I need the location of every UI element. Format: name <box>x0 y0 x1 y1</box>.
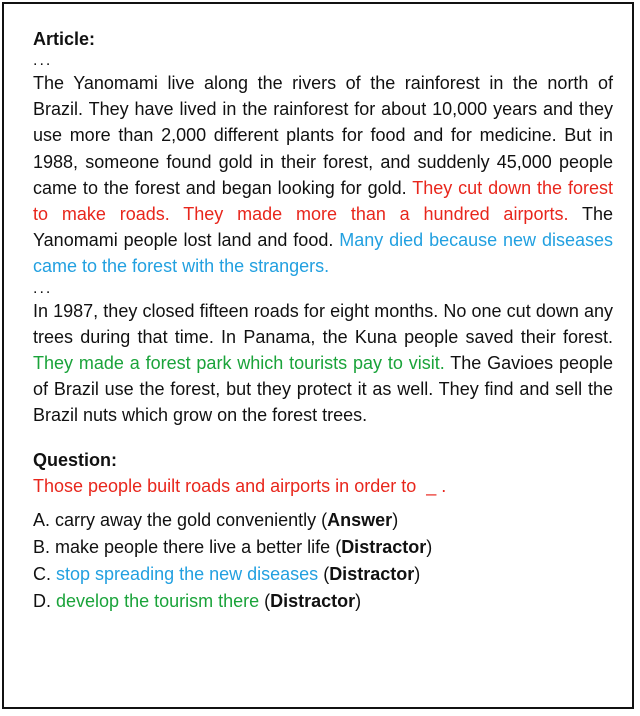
article-ellipsis-middle: ... <box>33 279 53 297</box>
p1-highlight-blue: Many died because new diseases came to the forest with the strangers. <box>33 230 613 277</box>
option-open: ( <box>316 509 328 530</box>
option-prefix: A. <box>33 509 56 530</box>
p1-highlight-red: They cut down the forest to make roads. They made more than a hundred airports. <box>33 177 613 225</box>
article-paragraph-1 <box>33 70 613 280</box>
option-open: ( <box>259 590 271 611</box>
option-open: ( <box>330 536 342 557</box>
option-close: ) <box>426 536 433 557</box>
question-blank: _ . <box>426 475 447 496</box>
article-heading: Article: <box>33 29 96 49</box>
question-heading: Question: <box>33 449 117 470</box>
p1-text-b: The Yanomami people lost land and food. <box>33 204 613 251</box>
option-b <box>33 534 613 561</box>
option-prefix: C. <box>33 563 57 584</box>
option-tag: Answer <box>327 509 393 530</box>
option-text: develop the tourism there <box>56 590 260 611</box>
option-close: ) <box>355 590 362 611</box>
p1-text-a: The Yanomami live along the rivers of the rainforest in the north of Brazil. They have lived in the rainforest for about 10,000 years and they use more than 2,000 different plants for food and for medicine. But in 1988, someone found gold in their forest, and suddenly 45,000 people came to the forest and began looking for gold. <box>33 73 613 198</box>
option-tag: Distractor <box>329 563 415 584</box>
article-paragraph-2 <box>33 298 613 429</box>
option-c <box>33 561 613 588</box>
question-text <box>33 473 613 499</box>
p2-text-b: The Gavioes people of Brazil use the forest, but they protect it as well. They find and sell the Brazil nuts which grow on the forest trees. <box>33 353 613 426</box>
option-open: ( <box>318 563 330 584</box>
option-tag: Distractor <box>341 536 427 557</box>
article-ellipsis-top: ... <box>33 52 53 69</box>
option-prefix: D. <box>33 590 57 611</box>
option-close: ) <box>392 509 399 530</box>
option-text: carry away the gold conveniently <box>55 509 317 530</box>
p2-text-a: In 1987, they closed fifteen roads for eight months. No one cut down any trees during that time. In Panama, the Kuna people saved their forest. <box>33 300 613 347</box>
option-a <box>33 507 613 534</box>
question-stem: Those people built roads and airports in order to <box>33 475 417 496</box>
option-text: stop spreading the new diseases <box>56 563 319 584</box>
option-close: ) <box>414 563 421 584</box>
p2-highlight-green: They made a forest park which tourists pay to visit. <box>33 353 445 374</box>
option-prefix: B. <box>33 536 56 557</box>
option-text: make people there live a better life <box>55 536 331 557</box>
option-d <box>33 588 613 615</box>
options-list <box>33 507 613 615</box>
document-content <box>33 26 613 615</box>
option-tag: Distractor <box>270 590 356 611</box>
